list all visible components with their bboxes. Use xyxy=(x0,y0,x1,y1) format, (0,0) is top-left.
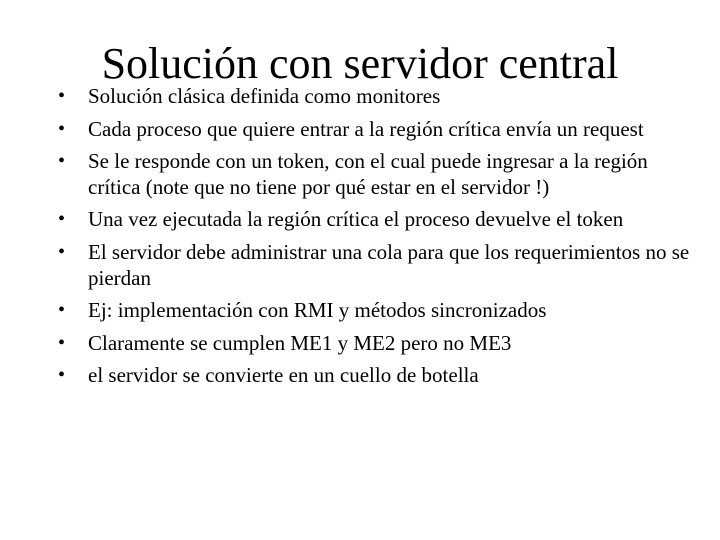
bullet-text: El servidor debe administrar una cola para que los requerimientos no se pierdan xyxy=(88,239,690,290)
bullet-point-icon: • xyxy=(58,85,66,107)
bullet-point-icon: • xyxy=(58,299,66,322)
bullet-item xyxy=(58,117,698,143)
bullet-item xyxy=(58,298,698,324)
bullet-point-icon: • xyxy=(58,364,66,387)
bullet-list xyxy=(58,84,698,396)
bullet-point-icon: • xyxy=(58,331,66,354)
bullet-item xyxy=(58,331,698,357)
bullet-text: Solución clásica definida como monitores xyxy=(88,84,441,108)
bullet-text: Una vez ejecutada la región crítica el proceso devuelve el token xyxy=(88,207,624,232)
bullet-point-icon: • xyxy=(58,240,66,263)
bullet-item xyxy=(58,84,698,110)
bullet-text: Cada proceso que quiere entrar a la región crítica envía un request xyxy=(88,116,644,141)
bullet-text: el servidor se convierte en un cuello de botella xyxy=(88,363,479,388)
bullet-item xyxy=(58,207,698,233)
bullet-text: Claramente se cumplen ME1 y ME2 pero no ME3 xyxy=(88,330,512,355)
bullet-item xyxy=(58,149,698,200)
bullet-text: Se le responde con un token, con el cual puede ingresar a la región crítica (note que no tiene por qué estar en el servidor !) xyxy=(88,149,648,199)
bullet-item xyxy=(58,240,698,291)
slide-title: Solución con servidor central xyxy=(101,39,619,88)
bullet-point-icon: • xyxy=(58,208,66,231)
bullet-text: Ej: implementación con RMI y métodos sincronizados xyxy=(88,298,547,323)
bullet-point-icon: • xyxy=(58,117,66,140)
bullet-item xyxy=(58,363,698,389)
bullet-point-icon: • xyxy=(58,150,66,173)
